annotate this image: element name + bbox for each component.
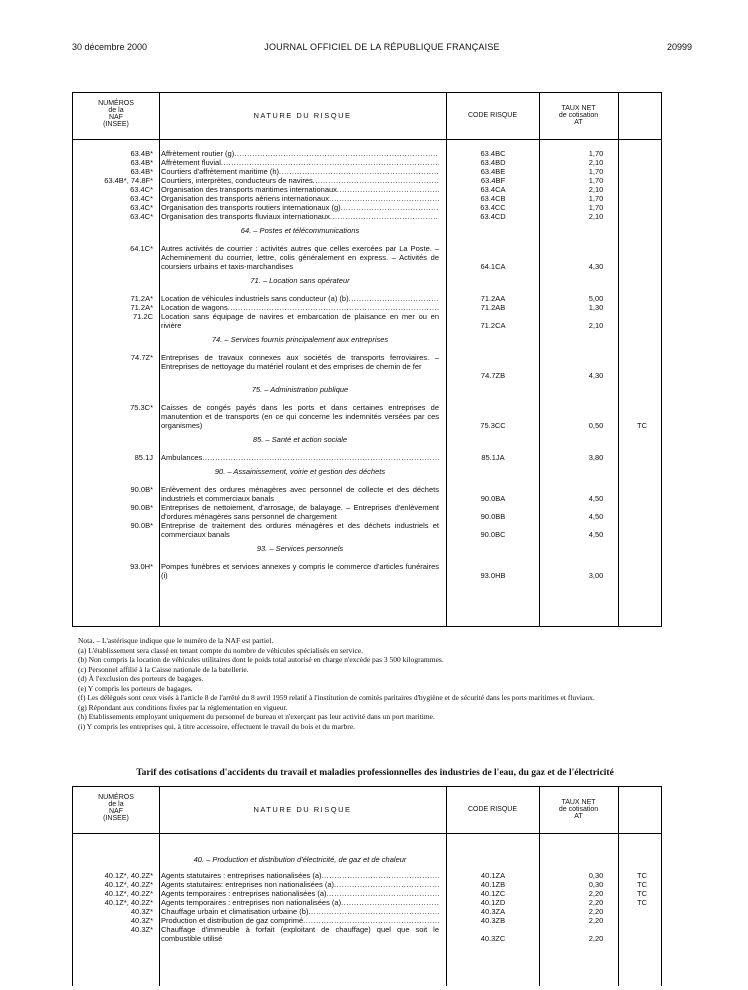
risk-code: 40.3ZA xyxy=(480,907,506,916)
risk-nature: Entreprises de travaux connexes aux sociétés de transports ferroviaires. – Entreprises de nettoyage du matériel roulant et des emprises de chemin de fer xyxy=(161,353,439,371)
header-naf: NUMÉROS de la NAF (INSEE) xyxy=(98,794,134,822)
header-nature: NATURE DU RISQUE xyxy=(253,111,352,120)
footnotes xyxy=(78,636,688,731)
risk-code: 63.4CD xyxy=(480,212,506,221)
net-rate: 2,20 xyxy=(588,889,604,898)
naf-code: 75.3C* xyxy=(130,403,153,412)
risk-nature: Chauffage urbain et climatisation urbaine (b) ..... xyxy=(161,907,439,916)
naf-code: 90.0B* xyxy=(130,521,153,530)
net-rate: 0,30 xyxy=(588,871,604,880)
table-row xyxy=(73,403,661,430)
risk-code: 40.1ZA xyxy=(480,871,506,880)
risk-nature: Organisation des transports aériens internationaux ..... xyxy=(161,194,439,203)
risk-nature: Autres activités de courrier : activités autres que celles exercées par La Poste. – Acheminement du courrier, lettre, colis généralement en express. – Activités de coursiers urbains et taxis-marchandises xyxy=(161,244,439,271)
risk-nature: Courtiers, interprètes, conducteurs de navires ..... xyxy=(161,176,439,185)
naf-code: 71.2A* xyxy=(130,294,153,303)
net-rate: 2,20 xyxy=(588,934,604,943)
section-heading: 93. – Services personnels xyxy=(256,544,344,553)
header-taux: TAUX NET de cotisation AT xyxy=(558,799,599,820)
risk-nature: Agents temporaires : entreprises nationalisées (a) ..... xyxy=(161,889,439,898)
table-row xyxy=(73,194,661,203)
naf-code: 90.0B* xyxy=(130,485,153,494)
net-rate: 2,20 xyxy=(588,898,604,907)
net-rate: 4,50 xyxy=(588,512,604,521)
net-rate: 4,50 xyxy=(588,530,604,539)
section-heading: 71. – Location sans opérateur xyxy=(250,276,350,285)
header-code: CODE RISQUE xyxy=(467,806,517,813)
table-row xyxy=(73,244,661,271)
risk-nature: Organisation des transports routiers internationaux (g) ..... xyxy=(161,203,439,212)
risk-code: 90.0BC xyxy=(480,530,506,539)
naf-code: 63.4B* xyxy=(130,149,153,158)
rate-category: TC xyxy=(637,421,647,430)
net-rate: 1,70 xyxy=(588,176,604,185)
table-row xyxy=(73,176,661,185)
table-row xyxy=(73,167,661,176)
risk-code: 71.2AA xyxy=(480,294,506,303)
table-row xyxy=(73,303,661,312)
naf-code: 64.1C* xyxy=(130,244,153,253)
risk-code: 90.0BB xyxy=(480,512,506,521)
table-row xyxy=(73,203,661,212)
table-row xyxy=(73,212,661,221)
header-naf: NUMÉROS de la NAF (INSEE) xyxy=(98,100,134,128)
table-row xyxy=(73,880,661,889)
naf-code: 63.4B*, 74.8F* xyxy=(104,176,153,185)
net-rate: 1,30 xyxy=(588,303,604,312)
net-rate: 2,10 xyxy=(588,185,604,194)
table-row xyxy=(73,907,661,916)
risk-code: 63.4CC xyxy=(480,203,506,212)
naf-code: 63.4C* xyxy=(130,203,153,212)
risk-code: 71.2CA xyxy=(480,321,506,330)
table-row xyxy=(73,521,661,539)
table-row xyxy=(73,312,661,330)
net-rate: 3,00 xyxy=(588,571,604,580)
rate-category: TC xyxy=(637,880,647,889)
risk-code: 40.1ZC xyxy=(480,889,506,898)
risk-nature: Affrètement routier (g) ..... xyxy=(161,149,439,158)
risk-nature: Organisation des transports maritimes internationaux ..... xyxy=(161,185,439,194)
risk-code: 74.7ZB xyxy=(480,371,506,380)
section-heading: 74. – Services fournis principalement aux entreprises xyxy=(211,335,389,344)
header-nature: NATURE DU RISQUE xyxy=(253,805,352,814)
naf-code: 40.3Z* xyxy=(130,916,153,925)
risk-nature: Courtiers d'affrètement maritime (h) ..... xyxy=(161,167,439,176)
net-rate: 4,30 xyxy=(588,371,604,380)
naf-code: 40.3Z* xyxy=(130,925,153,934)
risk-nature: Location sans équipage de navires et embarcation de plaisance en mer ou en rivière xyxy=(161,312,439,330)
note: (a) L'établissement sera classé en tenant compte du nombre de véhicules spécialisés en service. xyxy=(78,645,363,655)
risk-code: 71.2AB xyxy=(480,303,506,312)
note: (d) À l'exclusion des porteurs de bagages. xyxy=(78,674,204,683)
naf-code: 40.1Z*, 40.2Z* xyxy=(104,898,153,907)
note: Nota. – L'astérisque indique que le numéro de la NAF est partiel. xyxy=(78,636,274,645)
note: (g) Répondant aux conditions fixées par la réglementation en vigueur. xyxy=(78,702,288,712)
note: (f) Les délégués sont ceux visés à l'article 8 de l'arrêté du 8 avril 1959 relatif à l'institution de comités paritaires d'hygiène et de sécurité dans les ports maritimes et fluviaux. xyxy=(78,693,595,702)
header-code: CODE RISQUE xyxy=(467,112,517,119)
net-rate: 5,00 xyxy=(588,294,604,303)
risk-code: 40.3ZC xyxy=(480,934,506,943)
table-row xyxy=(73,503,661,521)
risk-code: 64.1CA xyxy=(480,262,506,271)
rate-category: TC xyxy=(637,898,647,907)
table-row xyxy=(73,898,661,907)
naf-code: 40.3Z* xyxy=(130,907,153,916)
risk-code: 93.0HB xyxy=(480,571,506,580)
section-heading: 75. – Administration publique xyxy=(251,385,349,394)
risk-nature: Agents temporaires : entreprises non nationalisées (a) ..... xyxy=(161,898,439,907)
table-2-title: Tarif des cotisations d'accidents du travail et maladies professionnelles des industries de l'eau, du gaz et de l'électricité xyxy=(136,768,614,778)
risk-code: 63.4BD xyxy=(480,158,506,167)
naf-code: 90.0B* xyxy=(130,503,153,512)
risk-code: 40.3ZB xyxy=(480,916,506,925)
table-row xyxy=(73,453,661,462)
naf-code: 63.4B* xyxy=(130,158,153,167)
risk-nature: Ambulances ..... xyxy=(161,453,439,462)
table-row xyxy=(73,889,661,898)
naf-code: 40.1Z*, 40.2Z* xyxy=(104,871,153,880)
risk-code: 75.3CC xyxy=(480,421,506,430)
net-rate: 1,70 xyxy=(588,203,604,212)
risk-nature: Agents statutaires : entreprises nationalisées (a) ..... xyxy=(161,871,439,880)
note: (e) Y compris les porteurs de bagages. xyxy=(78,683,193,693)
risk-code: 63.4BC xyxy=(480,149,506,158)
note: (c) Personnel affilié à la Caisse nationale de la batellerie. xyxy=(78,664,249,674)
risk-code: 63.4CA xyxy=(480,185,506,194)
page-number: 20999 xyxy=(666,42,692,52)
table-row xyxy=(73,916,661,925)
net-rate: 2,10 xyxy=(588,321,604,330)
net-rate: 1,70 xyxy=(588,167,604,176)
net-rate: 3,80 xyxy=(588,453,604,462)
risk-nature: Production et distribution de gaz comprimé ..... xyxy=(161,916,439,925)
rate-category: TC xyxy=(637,871,647,880)
net-rate: 0,50 xyxy=(588,421,604,430)
naf-code: 71.2A* xyxy=(130,303,153,312)
net-rate: 0,30 xyxy=(588,880,604,889)
risk-code: 63.4BE xyxy=(480,167,506,176)
section-heading: 40. – Production et distribution d'électricité, de gaz et de chaleur xyxy=(193,855,407,864)
risk-nature: Chauffage d'immeuble à forfait (exploitant de chauffage) quel que soit le combustible utilisé xyxy=(161,925,439,943)
naf-code: 40.1Z*, 40.2Z* xyxy=(104,889,153,898)
risk-nature: Agents statutaires: entreprises non nationalisées (a) ..... xyxy=(161,880,439,889)
risk-nature: Location de véhicules industriels sans conducteur (a) (b) ..... xyxy=(161,294,439,303)
net-rate: 2,10 xyxy=(588,212,604,221)
naf-code: 71.2C xyxy=(132,312,153,321)
note: (i) Y compris les entreprises qui, à titre accessoire, effectuent le travail du bois et du marbre. xyxy=(78,721,355,731)
risk-nature: Entreprise de traitement des ordures ménagères et des déchets industriels et commerciaux banals xyxy=(161,521,439,539)
table-row xyxy=(73,871,661,880)
naf-code: 93.0H* xyxy=(130,562,153,571)
naf-code: 40.1Z*, 40.2Z* xyxy=(104,880,153,889)
risk-code: 63.4CB xyxy=(480,194,506,203)
risk-nature: Enlèvement des ordures ménagères avec personnel de collecte et des déchets industriels et commerciaux banals xyxy=(161,485,439,503)
risk-code: 90.0BA xyxy=(480,494,506,503)
rate-table-2 xyxy=(72,786,662,986)
risk-code: 40.1ZD xyxy=(480,898,506,907)
net-rate: 1,70 xyxy=(588,194,604,203)
section-heading: 64. – Postes et télécommunications xyxy=(240,226,360,235)
note: (b) Non compris la location de véhicules utilitaires dont le poids total autorisé en charge n'excède pas 3 500 kilogrammes. xyxy=(78,655,444,664)
net-rate: 2,20 xyxy=(588,907,604,916)
net-rate: 2,20 xyxy=(588,916,604,925)
note: (h) Etablissements employant uniquement du personnel de bureau et n'exerçant pas leur activité dans un port maritime. xyxy=(78,712,435,721)
table-row xyxy=(73,294,661,303)
table-row xyxy=(73,925,661,943)
table-row xyxy=(73,149,661,158)
journal-title: JOURNAL OFFICIEL DE LA RÉPUBLIQUE FRANÇAISE xyxy=(264,42,500,52)
section-heading: 85. – Santé et action sociale xyxy=(252,435,348,444)
risk-code: 85.1JA xyxy=(481,453,505,462)
net-rate: 2,10 xyxy=(588,158,604,167)
net-rate: 1,70 xyxy=(588,149,604,158)
rate-table-1 xyxy=(72,92,662,627)
risk-code: 40.1ZB xyxy=(480,880,506,889)
naf-code: 63.4C* xyxy=(130,185,153,194)
rate-category: TC xyxy=(637,889,647,898)
table-row xyxy=(73,185,661,194)
net-rate: 4,30 xyxy=(588,262,604,271)
naf-code: 63.4C* xyxy=(130,194,153,203)
naf-code: 85.1J xyxy=(134,453,153,462)
header-date: 30 décembre 2000 xyxy=(72,42,148,52)
risk-nature: Location de wagons ..... xyxy=(161,303,439,312)
risk-nature: Caisses de congés payés dans les ports et dans certaines entreprises de manutention et de transports (en ce qui concerne les indemnités versées par ces organismes) xyxy=(161,403,439,430)
naf-code: 63.4C* xyxy=(130,212,153,221)
net-rate: 4,50 xyxy=(588,494,604,503)
risk-nature: Entreprises de nettoiement, d'arrosage, de balayage. – Entreprises d'enlèvement d'ordures ménagères sans personnel de chargement xyxy=(161,503,439,521)
naf-code: 63.4B* xyxy=(130,167,153,176)
table-row xyxy=(73,485,661,503)
risk-nature: Organisation des transports fluviaux internationaux ..... xyxy=(161,212,439,221)
header-taux: TAUX NET de cotisation AT xyxy=(558,105,599,126)
risk-code: 63.4BF xyxy=(480,176,506,185)
table-row xyxy=(73,158,661,167)
risk-nature: Pompes funèbres et services annexes y compris le commerce d'articles funéraires (i) xyxy=(161,562,439,580)
naf-code: 74.7Z* xyxy=(130,353,153,362)
risk-nature: Affrètement fluvial ..... xyxy=(161,158,439,167)
table-row xyxy=(73,562,661,580)
table-row xyxy=(73,353,661,380)
section-heading: 90. – Assainissement, voirie et gestion des déchets xyxy=(214,467,386,476)
